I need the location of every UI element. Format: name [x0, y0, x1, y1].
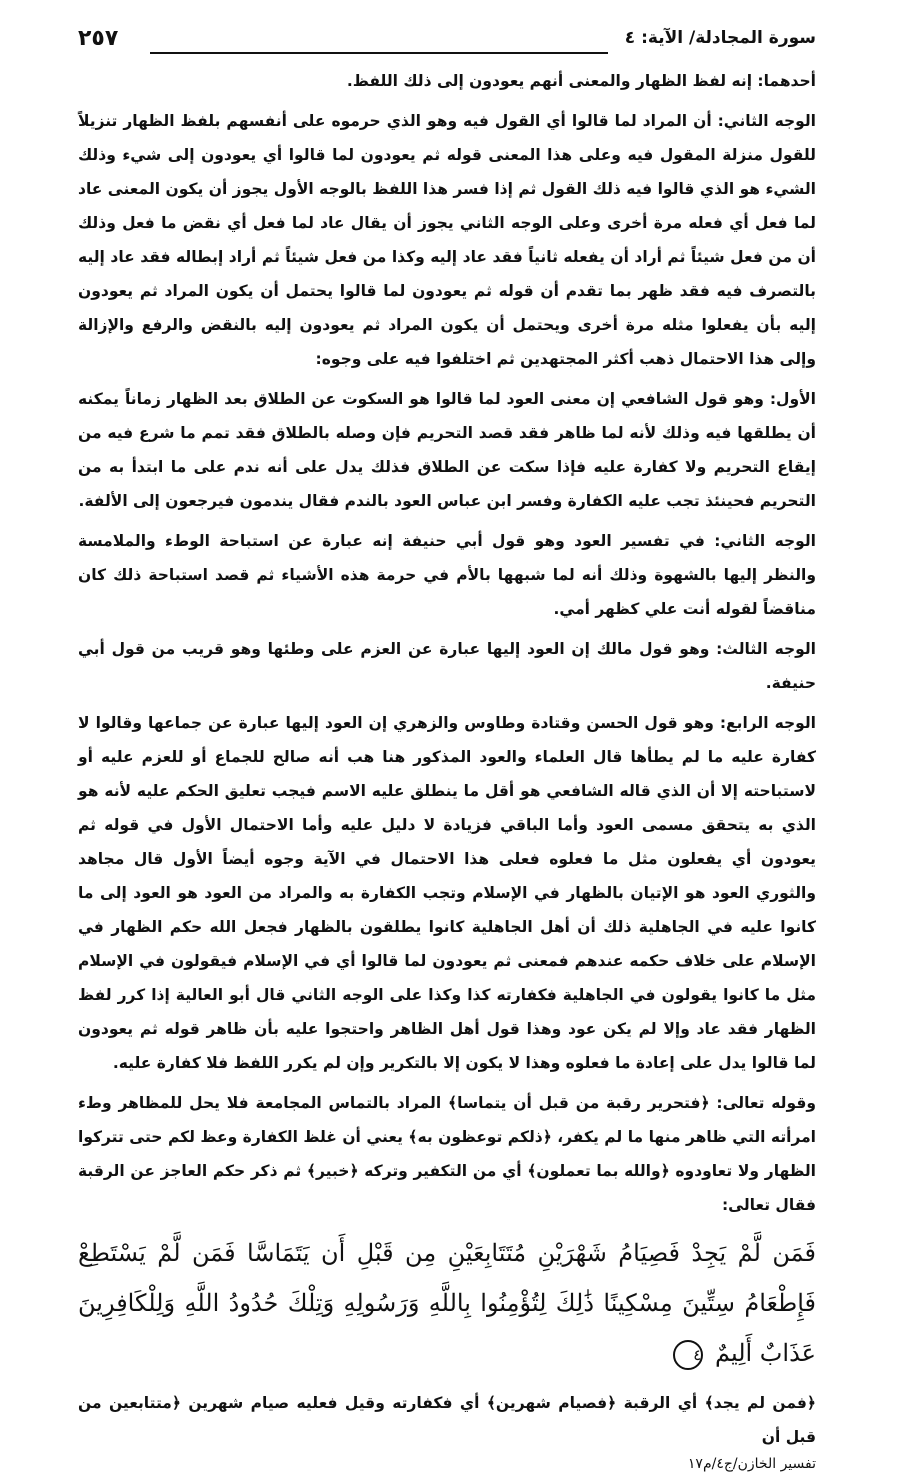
- header-rule: [150, 52, 608, 54]
- page-number: ٢٥٧: [78, 26, 119, 51]
- paragraph-fourth-aspect: الوجه الرابع: وهو قول الحسن وقتادة وطاوس والزهري إن العود إليها عبارة عن جماعها وقالوا لا كفارة عليه ما لم يطأها قال العلماء والعود المذكور هنا هب أنه صالح للجماع أو للعزم عليه أو لاستباحته إلا أن الذي قاله الشافعي هو أقل ما ينطلق عليه الاسم فيجب تعليق الحكم عليه لأنه هو الذي به يتحقق مسمى العود وأما الباقي فزيادة لا دليل عليه وأما الاحتمال الأول في قوله ثم يعودون أي يفعلون مثل ما فعلوه فعلى هذا الاحتمال في الآية وجوه أيضاً الأول قال مجاهد والثوري العود هو الإتيان بالظهار في الإسلام وتجب الكفارة به والمراد من العود هو العود إلى ما كانوا عليه في الجاهلية ذلك أن أهل الجاهلية كانوا يطلقون بالظهار فجعل الله حكم الظهار في الإسلام على خلاف حكمه عندهم فمعنى ثم يعودون لما قالوا أي في الإسلام فيقولون في الإسلام مثل ما كانوا يقولون في الجاهلية فكفارته كذا وكذا على الوجه الثاني قال أبو العالية إذا كرر لفظ الظهار فقد عاد وإلا لم يكن عود وهذا قول أهل الظاهر واحتجوا عليه بأن ظاهر قوله ثم يعودون لما قالوا يدل على إعادة ما فعلوه وهذا لا يكون إلا بالتكرير وإن لم يكرر اللفظ فلا كفارة عليه.: [78, 714, 816, 1072]
- paragraph-abu-hanifa-view: الوجه الثاني: في تفسير العود وهو قول أبي حنيفة إنه عبارة عن استباحة الوطء والملامسة والنظر إليها بالشهوة وذلك أنه لما شبهها بالأم في حرمة هذه الأشياء ثم قصد استباحة ذلك كان مناقضاً لقوله أنت علي كظهر أمي.: [78, 532, 816, 618]
- quran-verse: [78, 1228, 816, 1378]
- paragraph-malik-view: الوجه الثالث: وهو قول مالك إن العود إليها عبارة عن العزم على وطئها وهو قريب من قول أبي حنيفة.: [78, 640, 816, 692]
- ayah-number-marker: ٤: [673, 1340, 703, 1370]
- paragraph-first-meaning: أحدهما: إنه لفظ الظهار والمعنى أنهم يعودون إلى ذلك اللفظ.: [346, 72, 816, 90]
- paragraph-verse-commentary: وقوله تعالى: ﴿فتحرير رقبة من قبل أن يتماسا﴾ المراد بالتماس المجامعة فلا يحل للمظاهر وطء امرأته التي ظاهر منها ما لم يكفر، ﴿ذلكم توعظون به﴾ يعني أن غلظ الكفارة وعظ لكم حتى تتركوا الظهار ولا تعاودوه ﴿والله بما تعملون﴾ أي من التكفير وتركه ﴿خبير﴾ ثم ذكر حكم العاجز عن الرقبة فقال تعالى:: [78, 1094, 816, 1214]
- paragraph-second-aspect: الوجه الثاني: أن المراد لما قالوا أي القول فيه وهو الذي حرموه على أنفسهم بلفظ الظهار تنزيلاً للقول منزلة المقول فيه وعلى هذا المعنى قوله ثم يعودون لما قالوا أي يعودون إلى شيء وذلك الشيء هو الذي قالوا فيه ذلك القول ثم إذا فسر هذا اللفظ بالوجه الأول يجوز أن يكون المعنى عاد لما فعل أي فعله مرة أخرى وعلى الوجه الثاني يجوز أن يقال عاد لما فعل أي نقض ما فعل وذلك أن من فعل شيئاً ثم أراد أن يفعله ثانياً فقد عاد إليه وكذا من فعل شيئاً ثم أراد إبطاله فقد عاد إليه بالتصرف فيه فقد ظهر بما تقدم أن قوله ثم يعودون لما قالوا يحتمل أن يكون المراد ثم يعودون إليه بأن يفعلوا مثله مرة أخرى ويحتمل أن يكون المراد ثم يعودون إليه بالنقض والرفع والإزالة وإلى هذا الاحتمال ذهب أكثر المجتهدين ثم اختلفوا فيه على وجوه:: [78, 112, 816, 368]
- footer-reference: تفسير الخازن/ج٤/م١٧: [687, 1456, 816, 1472]
- surah-title: سورة المجادلة/ الآية: ٤: [624, 28, 816, 48]
- page: [78, 22, 816, 1472]
- closing-paragraph: ﴿فمن لم يجد﴾ أي الرقبة ﴿فصيام شهرين﴾ أي فكفارته وقيل فعليه صيام شهرين ﴿متتابعين من قبل أن: [78, 1394, 816, 1446]
- verse-text: فَمَن لَّمْ يَجِدْ فَصِيَامُ شَهْرَيْنِ مُتَتَابِعَيْنِ مِن قَبْلِ أَن يَتَمَاسَّا فَمَن لَّمْ يَسْتَطِعْ فَإِطْعَامُ سِتِّينَ مِسْكِينًا ذَٰلِكَ لِتُؤْمِنُوا بِاللَّهِ وَرَسُولِهِ وَتِلْكَ حُدُودُ اللَّهِ وَلِلْكَافِرِينَ عَذَابٌ أَلِيمٌ: [78, 1239, 816, 1367]
- paragraph-shafii-view: الأول: وهو قول الشافعي إن معنى العود لما قالوا هو السكوت عن الطلاق بعد الظهار زماناً يمكنه أن يطلقها فيه وذلك لأنه لما ظاهر فقد قصد التحريم فإن وصله بالطلاق فقد تمم ما شرع فيه من إيقاع التحريم ولا كفارة عليه فإذا سكت عن الطلاق فذلك يدل على أنه ندم على ما ابتدأ به من التحريم فحينئذ تجب عليه الكفارة وفسر ابن عباس العود بالندم فقال يندمون فيرجعون إلى الألفة.: [78, 390, 816, 510]
- running-head: [78, 22, 816, 64]
